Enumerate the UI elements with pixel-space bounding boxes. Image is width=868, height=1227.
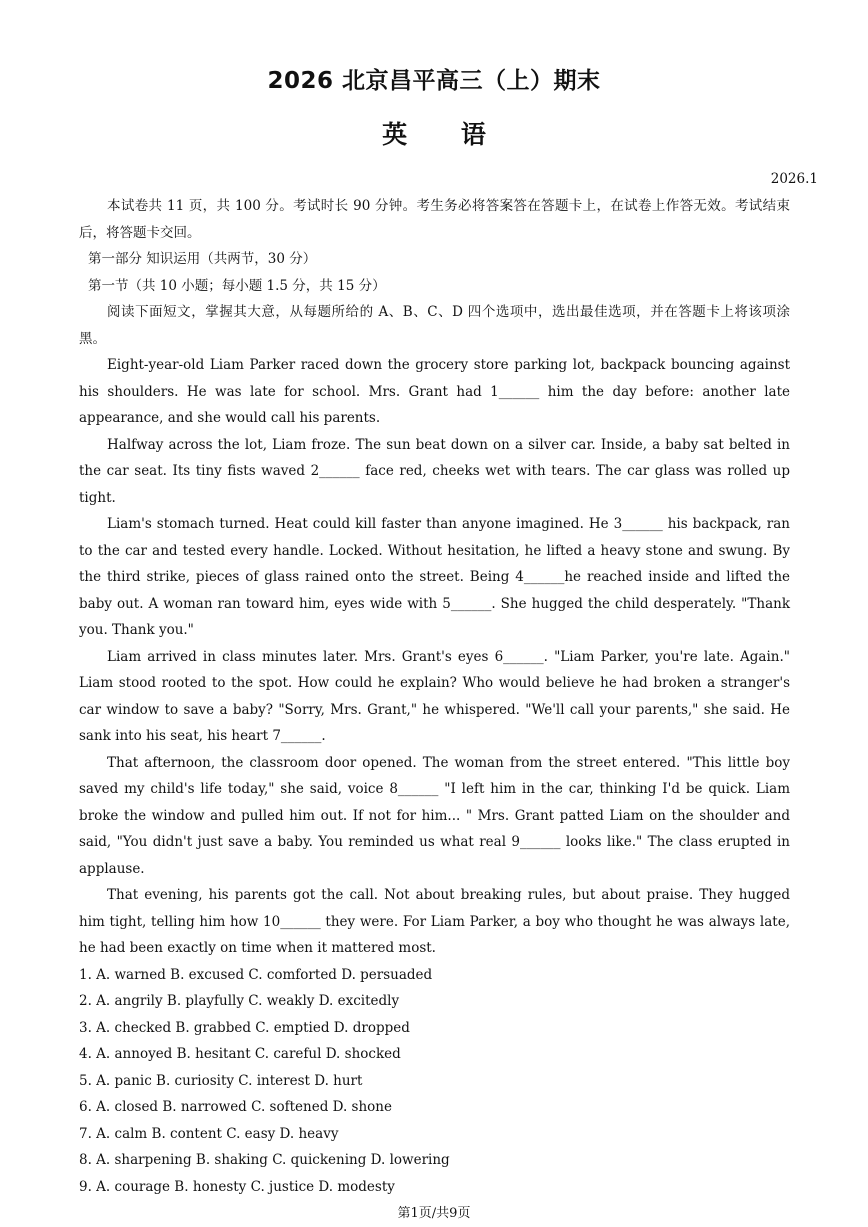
page-number: 第1页/共9页 xyxy=(397,1206,471,1221)
section-heading: 第一节（共 10 小题；每小题 1.5 分，共 15 分） xyxy=(88,277,386,294)
question-options: 6. A. closed B. narrowed C. softened D. shone xyxy=(79,1099,392,1115)
part-heading: 第一部分 知识运用（共两节，30 分） xyxy=(88,251,317,267)
exam-date: 2026.1 xyxy=(770,171,818,187)
passage-paragraph: Liam arrived in class minutes later. Mrs. Grant's eyes 6______. "Liam Parker, you're late. Again." Liam stood rooted to the spot. How could he explain? Who would believe he had broken a stranger's car window to save a baby? "Sorry, Mrs. Grant," he whispered. "We'll call your parents," she said. He sank into his seat, his heart 7______. xyxy=(79,648,790,744)
exam-body xyxy=(79,193,790,1200)
question-options: 4. A. annoyed B. hesitant C. careful D. shocked xyxy=(79,1046,401,1062)
passage-paragraph: Liam's stomach turned. Heat could kill faster than anyone imagined. He 3______ his backpack, ran to the car and tested every handle. Locked. Without hesitation, he lifted a heavy stone and swung. By the third strike, pieces of glass rained onto the street. Being 4______he reached inside and lifted the baby out. A woman ran toward him, eyes wide with 5______. She hugged the child desperately. "Thank you. Thank you." xyxy=(79,516,790,638)
question-options: 5. A. panic B. curiosity C. interest D. hurt xyxy=(79,1072,363,1089)
exam-title: 2026 北京昌平高三（上）期末 xyxy=(267,68,601,94)
question-options: 9. A. courage B. honesty C. justice D. modesty xyxy=(79,1178,395,1195)
exam-instructions: 本试卷共 11 页，共 100 分。考试时长 90 分钟。考生务必将答案答在答题卡上，在试卷上作答无效。考试结束后，将答题卡交回。 xyxy=(79,198,790,241)
passage-paragraph: Eight-year-old Liam Parker raced down the grocery store parking lot, backpack bouncing against his shoulders. He was late for school. Mrs. Grant had 1______ him the day before: another late appearance, and she would call his parents. xyxy=(79,357,790,426)
question-options: 7. A. calm B. content C. easy D. heavy xyxy=(79,1125,339,1142)
question-options: 3. A. checked B. grabbed C. emptied D. dropped xyxy=(79,1019,410,1036)
question-options: 8. A. sharpening B. shaking C. quickening D. lowering xyxy=(79,1152,450,1168)
question-options: 1. A. warned B. excused C. comforted D. persuaded xyxy=(79,966,433,983)
section-directions: 阅读下面短文，掌握其大意，从每题所给的 A、B、C、D 四个选项中，选出最佳选项，并在答题卡上将该项涂黑。 xyxy=(79,304,790,347)
question-options: 2. A. angrily B. playfully C. weakly D. excitedly xyxy=(79,993,400,1009)
passage-paragraph: That afternoon, the classroom door opened. The woman from the street entered. "This little boy saved my child's life today," she said, voice 8______ "I left him in the car, thinking I'd be quick. Liam broke the window and pulled him out. If not for him... " Mrs. Grant patted Liam on the shoulder and said, "You didn't just save a baby. You reminded us what real 9______ looks like." The class erupted in applause. xyxy=(79,754,790,877)
subject-title: 英 语 xyxy=(382,120,486,149)
passage-paragraph: Halfway across the lot, Liam froze. The sun beat down on a silver car. Inside, a baby sat belted in the car seat. Its tiny fists waved 2______ face red, cheeks wet with tears. The car glass was rolled up tight. xyxy=(79,436,790,506)
passage-paragraph: That evening, his parents got the call. Not about breaking rules, but about praise. They hugged him tight, telling him how 10______ they were. For Liam Parker, a boy who thought he was always late, he had been exactly on time when it mattered most. xyxy=(79,887,790,956)
